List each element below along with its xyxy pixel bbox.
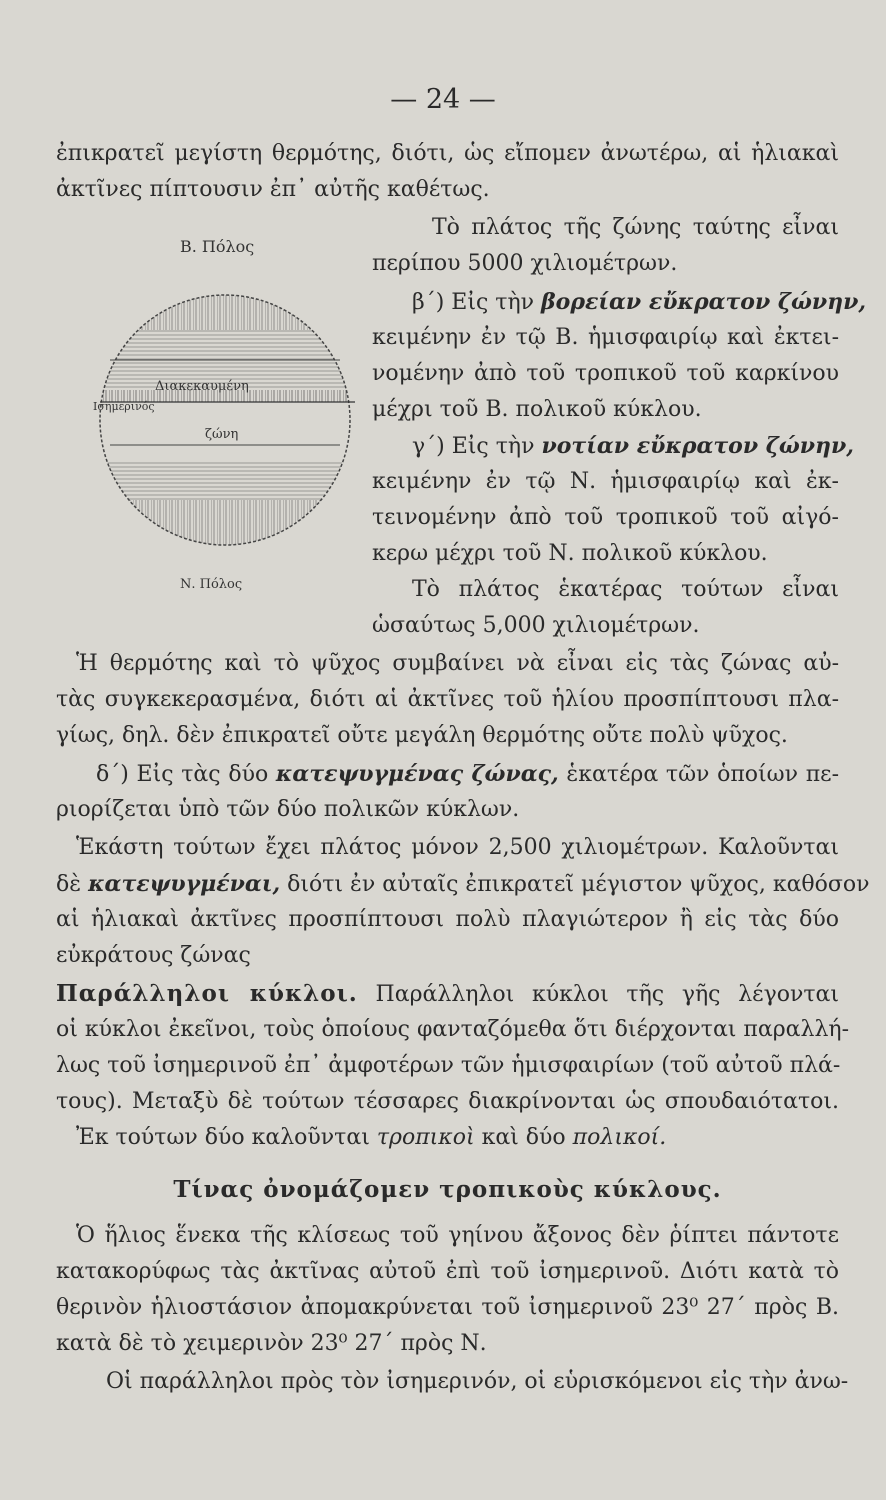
zone-label: ζώνη: [205, 427, 239, 442]
south-pole-label: Ν. Πόλος: [180, 577, 243, 592]
text-line: κειμένην ἐν τῷ Β. ἡμισφαιρίῳ καὶ ἐκτει-: [372, 325, 839, 350]
text-line: Τὸ πλάτος τῆς ζώνης ταύτης εἶναι: [432, 215, 839, 240]
frigid-term: κατεψυγμέναι,: [88, 871, 281, 897]
zone-item-intro: β´) Εἰς τὴν: [412, 290, 535, 315]
text-line: τους). Μεταξὺ δὲ τούτων τέσσαρες διακρίνονται ὡς σπουδαιότατοι.: [56, 1089, 839, 1114]
text-fragment: καὶ δύο: [481, 1125, 566, 1150]
equator-label: Ισημερινός: [93, 400, 155, 413]
text-line: ὡσαύτως 5,000 χιλιομέτρων.: [372, 613, 700, 638]
text-line: γίως, δηλ. δὲν ἐπικρατεῖ οὔτε μεγάλη θερμότης οὔτε πολὺ ψῦχος.: [56, 723, 788, 748]
text-line: τεινομένην ἀπὸ τοῦ τροπικοῦ τοῦ αἰγό-: [372, 505, 839, 530]
text-line: Ἡ θερμότης καὶ τὸ ψῦχος συμβαίνει νὰ εἶναι εἰς τὰς ζώνας αὐ-: [76, 651, 839, 676]
text-line: κατὰ δὲ τὸ χειμερινὸν 23⁰ 27´ πρὸς Ν.: [56, 1331, 487, 1356]
text-line: τὰς συγκεκερασμένα, διότι αἱ ἀκτῖνες τοῦ ἡλίου προσπίπτουσι πλα-: [56, 687, 839, 712]
text-fragment: Ἐκ τούτων δύο καλοῦνται: [76, 1125, 370, 1150]
text-line: Οἱ παράλληλοι πρὸς τὸν ἰσημερινόν, οἱ εὑρισκόμενοι εἰς τὴν ἀνω-: [106, 1369, 849, 1394]
section-heading-parallels: Παράλληλοι κύκλοι.: [56, 980, 358, 1007]
page-number: — 24 —: [390, 84, 496, 115]
text-line: [56, 870, 870, 899]
text-line: ἐπικρατεῖ μεγίστη θερμότης, διότι, ὡς εἴπομεν ἀνωτέρω, αἱ ἡλιακαὶ: [56, 141, 839, 166]
text-line: κερω μέχρι τοῦ Ν. πολικοῦ κύκλου.: [372, 541, 768, 566]
text-line: κειμένην ἐν τῷ Ν. ἡμισφαιρίῳ καὶ ἐκ-: [372, 469, 839, 494]
text-line: Ἑκάστη τούτων ἔχει πλάτος μόνον 2,500 χιλιομέτρων. Καλοῦνται: [76, 835, 839, 860]
text-line: περίπου 5000 χιλιομέτρων.: [372, 251, 678, 276]
text-line: οἱ κύκλοι ἐκεῖνοι, τοὺς ὁποίους φανταζόμεθα ὅτι διέρχονται παραλλή-: [56, 1017, 850, 1042]
south-temperate-zone-term: νοτίαν εὔκρατον ζώνην,: [541, 433, 854, 459]
polar-term: πολικοί.: [572, 1125, 667, 1150]
text-line: ἀκτῖνες πίπτουσιν ἐπ᾽ αὐτῆς καθέτως.: [56, 177, 490, 202]
heading-text: Τίνας ὀνομάζομεν τροπικοὺς κύκλους.: [173, 1176, 722, 1203]
text-line: [372, 432, 854, 461]
frigid-zones-term: κατεψυγμένας ζώνας,: [275, 761, 559, 787]
text-fragment: ἑκατέρα τῶν ὁποίων πε-: [566, 762, 840, 787]
text-line: Τὸ πλάτος ἑκατέρας τούτων εἶναι: [412, 577, 839, 602]
climate-zones-globe-figure: [85, 230, 375, 630]
text-fragment: δὲ: [56, 872, 82, 897]
text-line: μέχρι τοῦ Β. πολικοῦ κύκλου.: [372, 397, 702, 422]
text-line: [372, 288, 867, 317]
zone-item-intro: δ´) Εἰς τὰς δύο: [96, 762, 269, 787]
zone-item-intro: γ´) Εἰς τὴν: [412, 434, 535, 459]
north-pole-label: Β. Πόλος: [180, 237, 255, 256]
text-line: λως τοῦ ἰσημερινοῦ ἐπ᾽ ἀμφοτέρων τῶν ἡμισφαιρίων (τοῦ αὐτοῦ πλά-: [56, 1053, 841, 1078]
hot-zone-label: Διακεκαυμένη: [155, 379, 249, 394]
text-fragment: διότι ἐν αὐταῖς ἐπικρατεῖ μέγιστον ψῦχος, καθόσον: [287, 872, 870, 897]
text-line: εὐκράτους ζώνας: [56, 943, 251, 968]
section-heading-tropics: [56, 1176, 839, 1205]
tropics-term: τροπικοὶ: [376, 1125, 475, 1150]
text-line: [76, 1124, 839, 1152]
north-temperate-zone-term: βορείαν εὔκρατον ζώνην,: [541, 289, 867, 315]
text-line: ριορίζεται ὑπὸ τῶν δύο πολικῶν κύκλων.: [56, 797, 520, 822]
text-line: αἱ ἡλιακαὶ ἀκτῖνες προσπίπτουσι πολὺ πλαγιώτερον ἢ εἰς τὰς δύο: [56, 907, 839, 932]
text-line: κατακορύφως τὰς ἀκτῖνας αὐτοῦ ἐπὶ τοῦ ἰσημερινοῦ. Διότι κατὰ τὸ: [56, 1259, 839, 1284]
text-line: Ὁ ἥλιος ἕνεκα τῆς κλίσεως τοῦ γηίνου ἄξονος δὲν ῥίπτει πάντοτε: [76, 1223, 839, 1248]
text-line: θερινὸν ἡλιοστάσιον ἀπομακρύνεται τοῦ ἰσημερινοῦ 23⁰ 27´ πρὸς Β.: [56, 1295, 839, 1320]
text-line: νομένην ἀπὸ τοῦ τροπικοῦ τοῦ καρκίνου: [372, 361, 839, 386]
text-line: [96, 760, 839, 789]
text-fragment: Παράλληλοι κύκλοι τῆς γῆς λέγονται: [375, 982, 839, 1007]
text-line: [56, 980, 839, 1009]
